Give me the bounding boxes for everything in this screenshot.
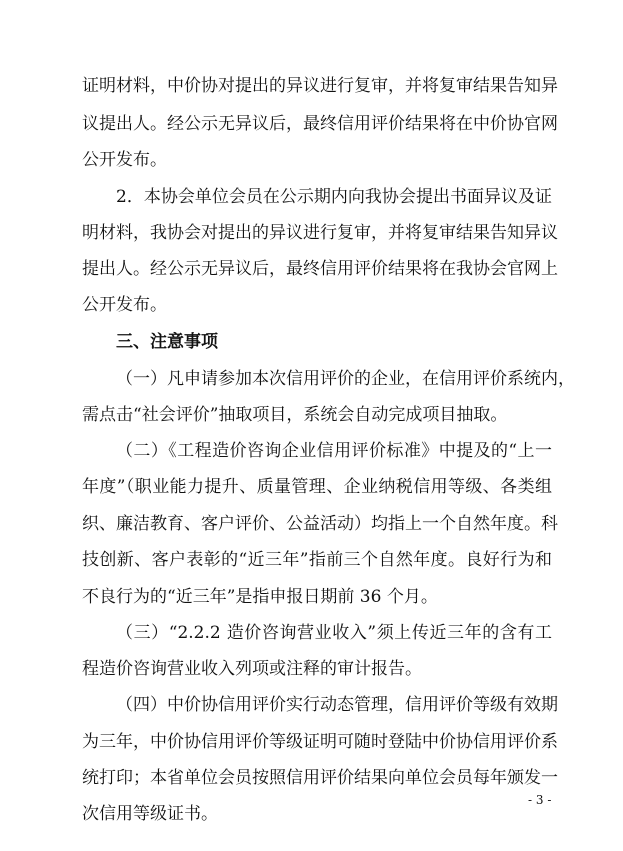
text-line: 议提出人。经公示无异议后，最终信用评价结果将在中价协官网	[82, 114, 558, 134]
text-line: 程造价咨询营业收入列项或注释的审计报告。	[82, 659, 422, 679]
text-line: 为三年，中价协信用评价等级证明可随时登陆中价协信用评价系	[82, 732, 558, 752]
section-heading: 三、注意事项	[116, 332, 218, 352]
text-line: 证明材料，中价协对提出的异议进行复审，并将复审结果告知异	[82, 76, 558, 96]
text-line: 不良行为的“近三年”是指申报日期前 36 个月。	[82, 587, 438, 607]
text-line: （二）《工程造价咨询企业信用评价标准》中提及的“上一	[116, 441, 552, 461]
text-line: 需点击“社会评价”抽取项目，系统会自动完成项目抽取。	[82, 405, 508, 425]
text-line: （三）“2.2.2 造价咨询营业收入”须上传近三年的含有工	[116, 623, 552, 643]
text-line: 织、廉洁教育、客户评价、公益活动）均指上一个自然年度。科	[82, 514, 558, 534]
text-line: 次信用等级证书。	[82, 804, 218, 824]
text-line: 年度”（职业能力提升、质量管理、企业纳税信用等级、各类组	[82, 477, 552, 497]
page-number: - 3 -	[528, 793, 552, 807]
text-line: 技创新、客户表彰的“近三年”指前三个自然年度。良好行为和	[82, 550, 552, 570]
text-line: （一）凡申请参加本次信用评价的企业，在信用评价系统内，	[116, 369, 575, 389]
text-line: 明材料，我协会对提出的异议进行复审，并将复审结果告知异议	[82, 223, 558, 243]
text-line: 公开发布。	[82, 150, 167, 170]
text-line: 提出人。经公示无异议后，最终信用评价结果将在我协会官网上	[82, 259, 558, 279]
text-line: 统打印；本省单位会员按照信用评价结果向单位会员每年颁发一	[82, 768, 558, 788]
text-line: 2．本协会单位会员在公示期内向我协会提出书面异议及证	[116, 187, 552, 207]
text-line: （四）中价协信用评价实行动态管理，信用评价等级有效期	[116, 695, 558, 715]
text-line: 公开发布。	[82, 295, 167, 315]
